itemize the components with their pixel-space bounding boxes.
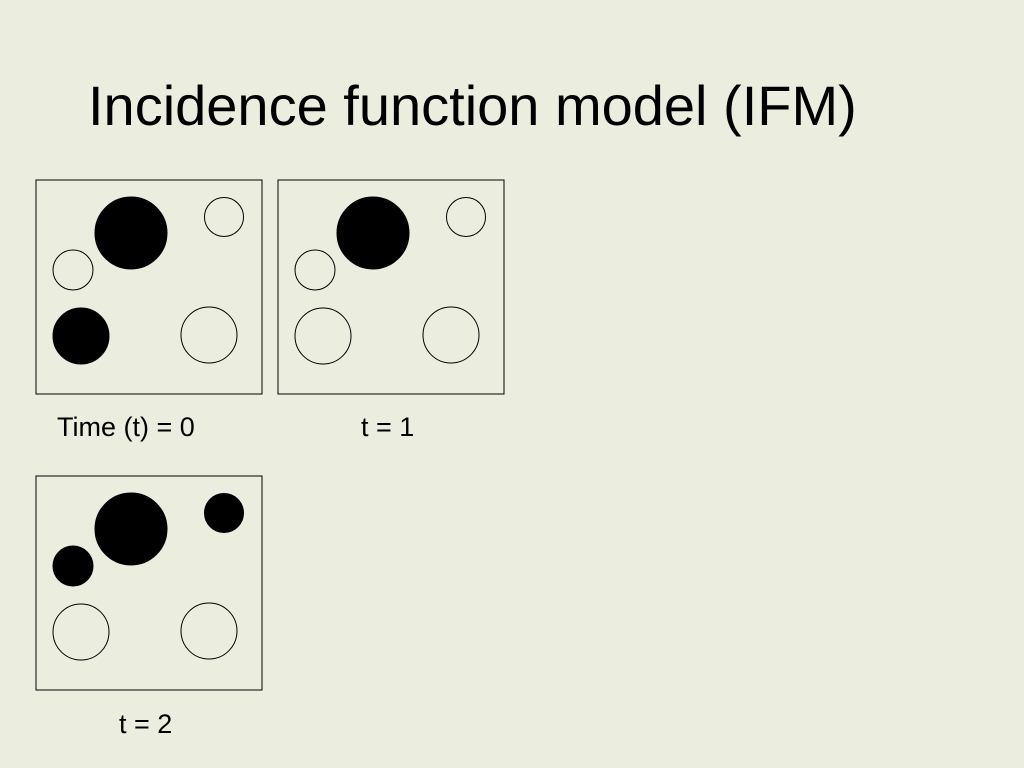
- panel-caption-t2: t = 2: [119, 709, 173, 739]
- panel-t2: [36, 476, 262, 690]
- patch-small-left-occupied: [53, 546, 93, 586]
- patch-small-top-right-occupied: [205, 494, 244, 533]
- slide-title: Incidence function model (IFM): [88, 74, 857, 137]
- patch-large-top-occupied: [337, 197, 409, 269]
- patch-small-left-empty: [53, 250, 93, 290]
- patch-medium-bottom-right-empty: [181, 603, 237, 659]
- patch-small-top-right-empty: [447, 198, 486, 237]
- patch-medium-bottom-right-empty: [181, 307, 237, 363]
- patch-large-top-occupied: [95, 493, 167, 565]
- patch-small-top-right-empty: [205, 198, 244, 237]
- patch-medium-bottom-right-empty: [423, 307, 479, 363]
- patch-medium-bottom-left-empty: [295, 308, 351, 364]
- panel-t0: [36, 180, 262, 394]
- patch-large-top-occupied: [95, 197, 167, 269]
- patch-group: [53, 493, 244, 660]
- panel-t1: [278, 180, 504, 394]
- patch-medium-bottom-left-empty: [53, 604, 109, 660]
- patch-group: [295, 197, 486, 364]
- panel-caption-t1: t = 1: [361, 412, 415, 442]
- panel-caption-t0: Time (t) = 0: [57, 412, 195, 442]
- patch-group: [53, 197, 244, 364]
- patch-small-left-empty: [295, 250, 335, 290]
- patch-medium-bottom-left-occupied: [53, 308, 109, 364]
